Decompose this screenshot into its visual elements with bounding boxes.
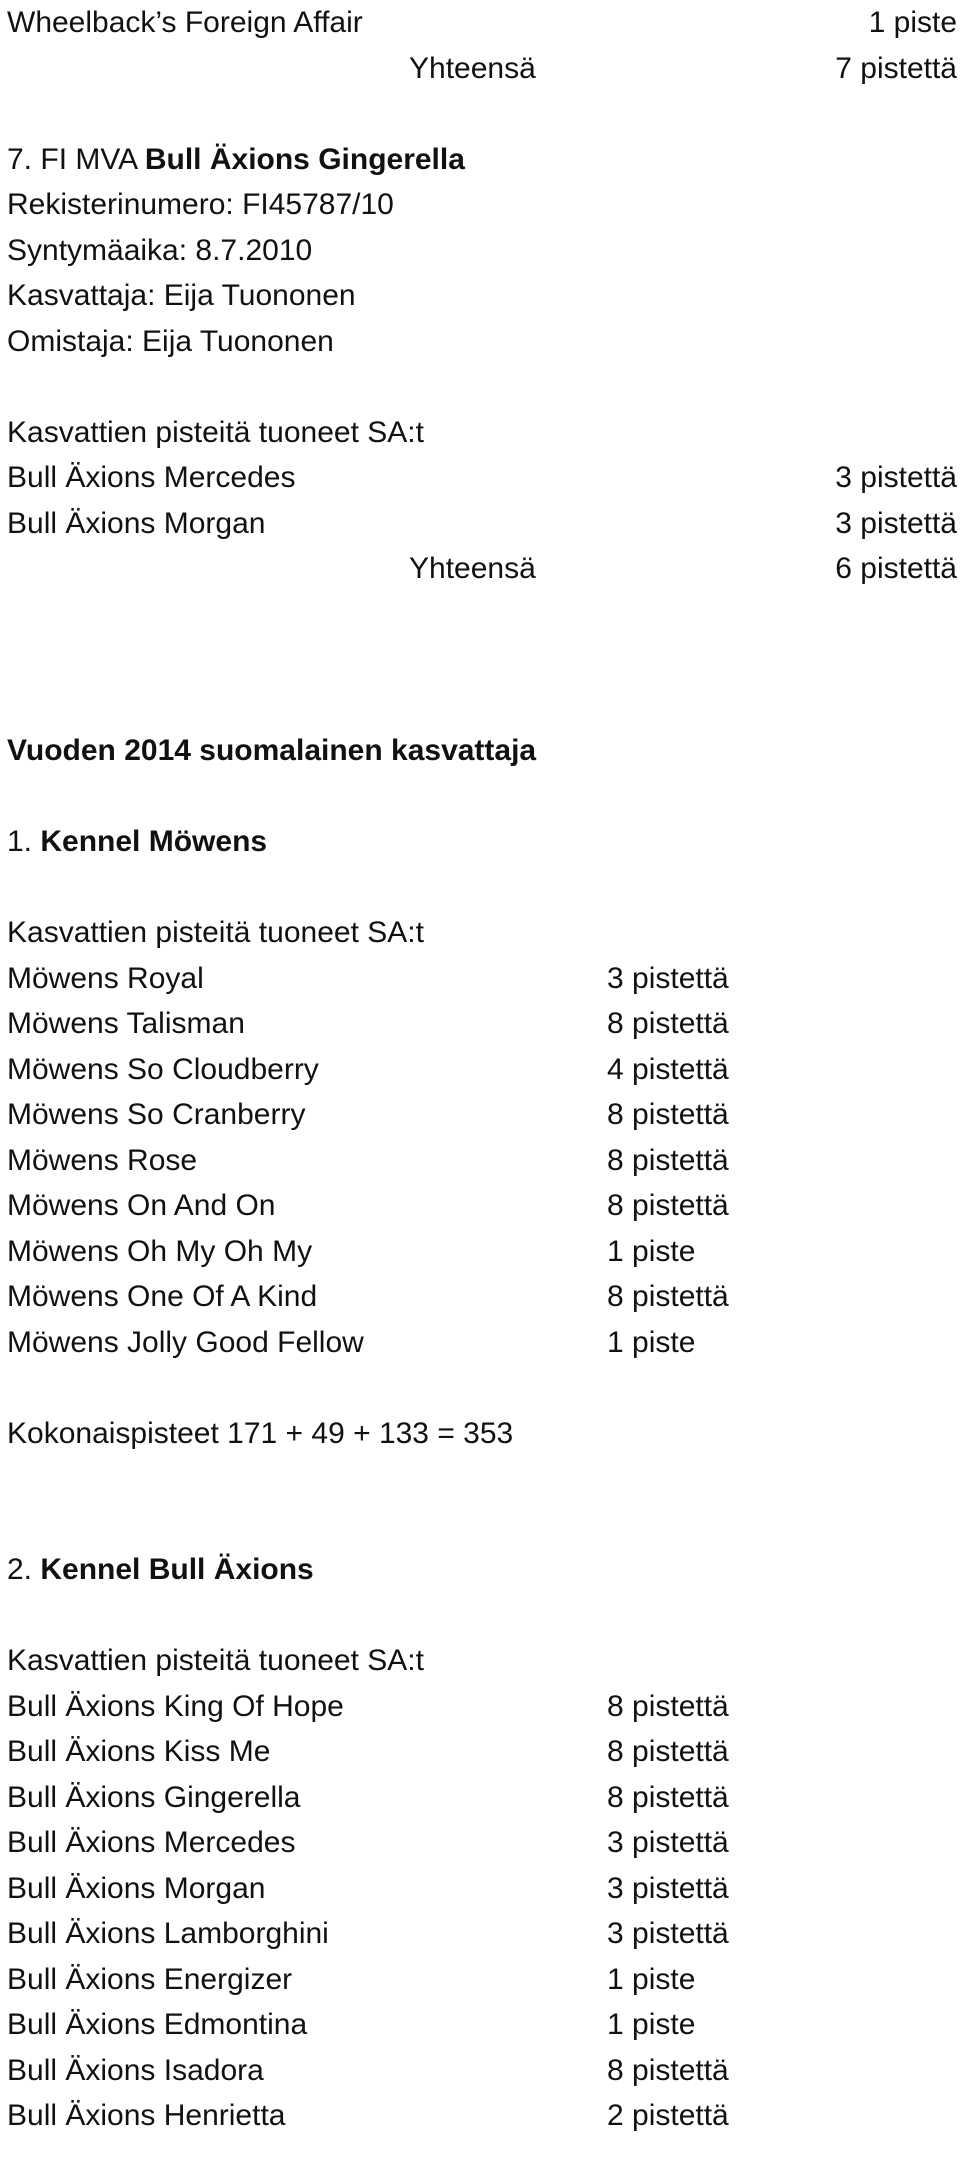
- offspring-points: 8 pistettä: [607, 1280, 729, 1313]
- offspring-points: 1 piste: [607, 1325, 696, 1359]
- list-item: [7, 2093, 957, 2139]
- offspring-heading: Kasvattien pisteitä tuoneet SA:t: [7, 415, 424, 449]
- dog-name: Bull Äxions Gingerella: [144, 142, 465, 176]
- list-item: [7, 2002, 957, 2048]
- spacer: [7, 865, 957, 911]
- kennel-heading: [7, 819, 957, 865]
- dog-heading: [7, 137, 957, 183]
- offspring-name: Bull Äxions Lamborghini: [7, 1917, 329, 1950]
- offspring-name: Bull Äxions Mercedes: [7, 1826, 296, 1859]
- offspring-name: Bull Äxions Morgan: [7, 1871, 266, 1905]
- offspring-points: 8 pistettä: [607, 1735, 729, 1768]
- offspring-name: Bull Äxions Kiss Me: [7, 1735, 271, 1768]
- list-item: [7, 1820, 957, 1866]
- offspring-points: 8 pistettä: [607, 2053, 729, 2087]
- birth-date: Syntymäaika: 8.7.2010: [7, 233, 313, 267]
- kennel-rank: 2.: [7, 1553, 33, 1586]
- total-label: Yhteensä: [409, 51, 536, 85]
- dog-name: Wheelback’s Foreign Affair: [7, 6, 363, 39]
- offspring-name: Bull Äxions Morgan: [7, 506, 266, 540]
- offspring-points: 1 piste: [607, 2008, 696, 2041]
- offspring-points: 1 piste: [607, 1234, 696, 1268]
- total-row: [7, 546, 957, 592]
- offspring-name: Bull Äxions Gingerella: [7, 1780, 301, 1814]
- list-item: [7, 2048, 957, 2094]
- offspring-points: 8 pistettä: [607, 1098, 729, 1131]
- spacer: [7, 592, 957, 729]
- list-item: [7, 1183, 957, 1229]
- offspring-name: Bull Äxions Edmontina: [7, 2008, 308, 2041]
- list-item: [7, 1229, 957, 1275]
- offspring-points: 8 pistettä: [607, 1143, 729, 1177]
- total-label: Yhteensä: [409, 552, 536, 585]
- offspring-name: Möwens So Cranberry: [7, 1098, 306, 1131]
- owner: Omistaja: Eija Tuononen: [7, 324, 334, 358]
- offspring-name: Bull Äxions Isadora: [7, 2053, 264, 2087]
- offspring-points: 8 pistettä: [607, 1780, 729, 1814]
- list-item: [7, 1957, 957, 2003]
- offspring-name: Bull Äxions Mercedes: [7, 461, 296, 494]
- offspring-row: [7, 501, 957, 547]
- spacer: [7, 1456, 957, 1547]
- offspring-points: 4 pistettä: [607, 1052, 729, 1086]
- spacer: [7, 364, 957, 410]
- dog-title: FI MVA: [40, 142, 137, 176]
- offspring-name: Möwens Oh My Oh My: [7, 1234, 313, 1268]
- list-item: [7, 1274, 957, 1320]
- offspring-name: Bull Äxions Henrietta: [7, 2099, 286, 2132]
- list-item: [7, 1320, 957, 1366]
- spacer: [7, 1593, 957, 1639]
- offspring-heading: Kasvattien pisteitä tuoneet SA:t: [7, 1644, 424, 1677]
- total-row: [7, 46, 957, 92]
- points-row: [7, 0, 957, 46]
- offspring-row: [7, 455, 957, 501]
- offspring-points: 3 pistettä: [607, 961, 729, 995]
- offspring-name: Bull Äxions King Of Hope: [7, 1689, 344, 1723]
- dog-number: 7.: [7, 142, 33, 176]
- offspring-heading: Kasvattien pisteitä tuoneet SA:t: [7, 916, 424, 949]
- breeder: Kasvattaja: Eija Tuononen: [7, 279, 356, 312]
- offspring-points: 3 pistettä: [607, 1917, 729, 1950]
- offspring-name: Möwens One Of A Kind: [7, 1280, 318, 1313]
- list-item: [7, 1866, 957, 1912]
- offspring-name: Möwens So Cloudberry: [7, 1052, 319, 1086]
- offspring-name: Möwens On And On: [7, 1189, 276, 1222]
- section-title: Vuoden 2014 suomalainen kasvattaja: [7, 734, 537, 767]
- spacer: [7, 1365, 957, 1411]
- list-item: [7, 1729, 957, 1775]
- list-item: [7, 1047, 957, 1093]
- spacer: [7, 91, 957, 137]
- offspring-points: 3 pistettä: [835, 461, 957, 494]
- kennel-total: Kokonaispisteet 171 + 49 + 133 = 353: [7, 1416, 514, 1450]
- offspring-points: 3 pistettä: [607, 1871, 729, 1905]
- offspring-points: 3 pistettä: [607, 1826, 729, 1859]
- offspring-points: 8 pistettä: [607, 1007, 729, 1040]
- total-value: 6 pistettä: [835, 552, 957, 585]
- list-item: [7, 956, 957, 1002]
- offspring-name: Möwens Talisman: [7, 1007, 245, 1040]
- offspring-points: 8 pistettä: [607, 1689, 729, 1723]
- offspring-points: 8 pistettä: [607, 1189, 729, 1222]
- offspring-name: Möwens Royal: [7, 961, 204, 995]
- document: [7, 0, 957, 2139]
- kennel-name: Kennel Möwens: [40, 825, 268, 858]
- offspring-name: Möwens Jolly Good Fellow: [7, 1325, 364, 1359]
- offspring-name: Möwens Rose: [7, 1143, 198, 1177]
- list-item: [7, 1001, 957, 1047]
- list-item: [7, 1911, 957, 1957]
- list-item: [7, 1775, 957, 1821]
- list-item: [7, 1092, 957, 1138]
- offspring-points: 3 pistettä: [835, 506, 957, 540]
- offspring-points: 2 pistettä: [607, 2099, 729, 2132]
- spacer: [7, 774, 957, 820]
- list-item: [7, 1684, 957, 1730]
- list-item: [7, 1138, 957, 1184]
- offspring-name: Bull Äxions Energizer: [7, 1962, 293, 1996]
- kennel-heading: [7, 1547, 957, 1593]
- kennel-rank: 1.: [7, 825, 33, 858]
- points-value: 1 piste: [868, 6, 957, 39]
- kennel-name: Kennel Bull Äxions: [40, 1553, 314, 1586]
- offspring-points: 1 piste: [607, 1962, 696, 1996]
- total-value: 7 pistettä: [835, 51, 957, 85]
- registration-number: Rekisterinumero: FI45787/10: [7, 188, 394, 221]
